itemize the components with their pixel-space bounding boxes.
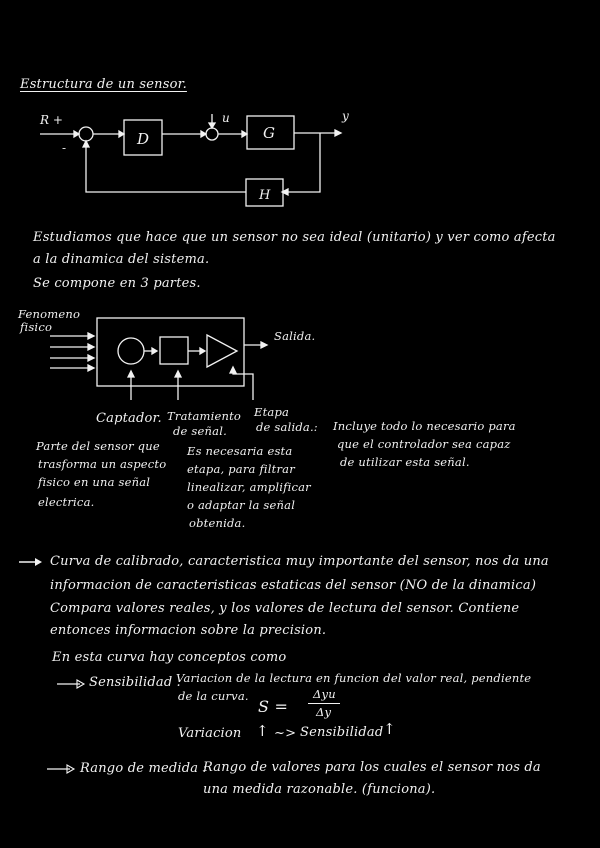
arrow-sensibilidad-icon <box>56 679 86 689</box>
conceptos-line: En esta curva hay conceptos como <box>52 650 287 665</box>
output-y-label: y <box>342 109 349 123</box>
tratamiento-desc-2: etapa, para filtrar <box>187 462 295 476</box>
tratamiento-desc-4: o adaptar la señal <box>187 498 296 512</box>
formula-lhs: S = <box>258 697 289 716</box>
intro-line-3: Se compone en 3 partes. <box>33 276 201 291</box>
intro-line-1: Estudiamos que hace que un sensor no sea ideal (unitario) y ver como afecta <box>33 230 556 245</box>
plant-label: G <box>263 124 275 142</box>
captador-desc-1: Parte del sensor que <box>36 439 160 453</box>
calibrado-line-3: Compara valores reales, y los valores de lectura del sensor. Contiene <box>50 601 520 616</box>
sensibilidad-def-2: de la curva. <box>178 689 249 703</box>
fraction-bar <box>308 703 340 704</box>
leads-to-icon: ~> <box>274 726 297 741</box>
input-phenomenon-label-1: Fenomeno <box>18 307 81 321</box>
etapa-desc-3: de utilizar esta señal. <box>340 455 470 469</box>
tratamiento-desc-5: obtenida. <box>189 516 246 530</box>
feedback-label: H <box>259 188 271 203</box>
summing-junction-2 <box>206 128 218 140</box>
sensibilidad-label: Sensibilidad : <box>89 675 182 690</box>
input-label: R + <box>40 113 63 127</box>
captador-name: Captador. <box>96 411 162 426</box>
captador-desc-3: fisico en una señal <box>38 475 151 489</box>
rango-def-2: una medida razonable. (funciona). <box>203 782 436 797</box>
relation-left: Variacion <box>178 726 242 741</box>
tratamiento-desc-3: linealizar, amplificar <box>187 480 311 494</box>
etapa-desc-2: que el controlador sea capaz <box>337 437 511 451</box>
captador-desc-2: trasforma un aspecto <box>38 457 167 471</box>
calibrado-line-1: Curva de calibrado, caracteristica muy importante del sensor, nos da una <box>50 554 549 569</box>
etapa-desc-1: Incluye todo lo necesario para <box>333 419 516 433</box>
arrow-rango-icon <box>46 764 76 774</box>
signal-u-label: u <box>222 111 230 125</box>
tratamiento-name-1: Tratamiento <box>167 409 242 423</box>
formula-denominator: Δy <box>316 705 332 719</box>
rango-def-1: Rango de valores para los cuales el sensor nos da <box>203 760 541 775</box>
controller-label: D <box>137 130 150 148</box>
input-arrowhead <box>74 131 79 137</box>
up-arrow-icon-1: ↑ <box>256 722 269 740</box>
captador-circle <box>118 338 144 364</box>
tratamiento-square <box>160 337 188 364</box>
calibrado-line-4: entonces informacion sobre la precision. <box>50 623 327 638</box>
etapa-triangle <box>207 335 237 367</box>
tratamiento-desc-1: Es necesaria esta <box>187 444 293 458</box>
arrow-calibrado-icon <box>18 556 44 568</box>
summing-junction-1 <box>79 127 93 141</box>
input-phenomenon-label-2: fisico <box>20 320 53 334</box>
relation-right: Sensibilidad <box>300 725 384 740</box>
tratamiento-name-2: de señal. <box>173 424 227 438</box>
sensibilidad-def-1: Variacion de la lectura en funcion del valor real, pendiente <box>176 671 532 685</box>
page-title: Estructura de un sensor. <box>20 77 187 92</box>
etapa-name-2: de salida.: <box>256 420 318 434</box>
feedback-line-left <box>86 142 246 192</box>
output-label: Salida. <box>274 329 316 343</box>
rango-label: Rango de medida : <box>80 761 208 776</box>
up-arrow-icon-2: ↑ <box>383 720 396 738</box>
captador-desc-4: electrica. <box>38 495 95 509</box>
feedback-loop-diagram <box>0 100 600 215</box>
feedback-line-right <box>283 133 320 192</box>
sensor-block-diagram <box>0 307 600 400</box>
sensor-outer-box <box>97 318 244 386</box>
formula-numerator: Δyu <box>313 687 336 701</box>
minus-label: - <box>62 141 67 155</box>
intro-line-2: a la dinamica del sistema. <box>33 252 210 267</box>
calibrado-line-2: informacion de caracteristicas estaticas del sensor (NO de la dinamica) <box>50 578 537 593</box>
etapa-name-1: Etapa <box>254 405 290 419</box>
